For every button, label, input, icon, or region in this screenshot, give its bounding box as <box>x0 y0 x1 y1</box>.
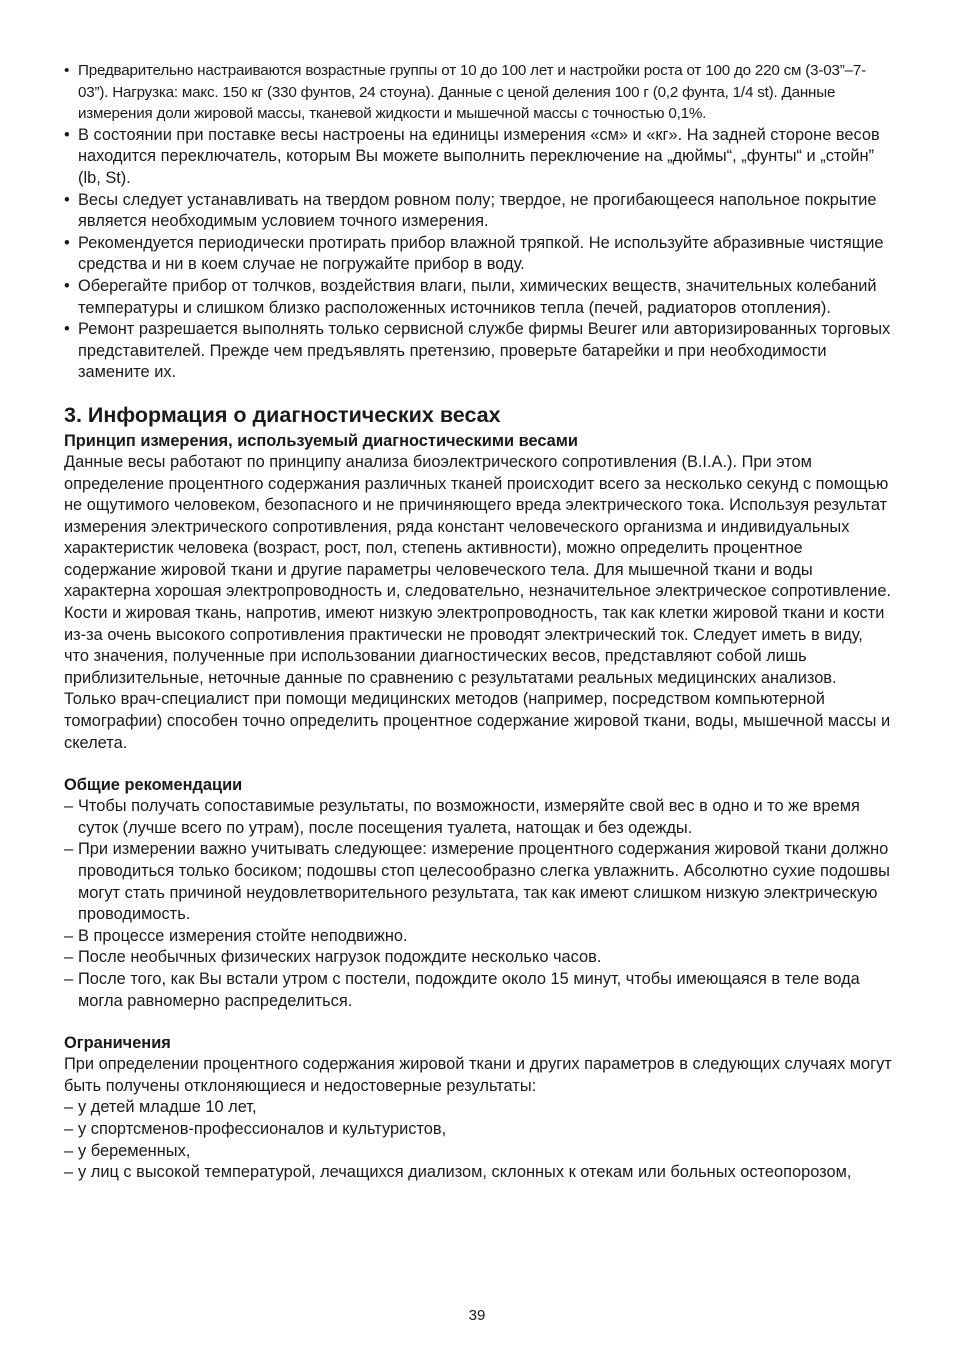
list-item-text: у детей младше 10 лет, <box>78 1098 257 1117</box>
bullet-item-cleaning <box>64 233 892 276</box>
list-item-text: у беременных, <box>78 1141 191 1160</box>
limitations-list <box>64 1097 892 1183</box>
bullet-item-protection <box>64 276 892 319</box>
bullet-marker: • <box>64 125 70 144</box>
dash-marker: – <box>64 1163 74 1182</box>
dash-marker: – <box>64 1141 74 1160</box>
document-page <box>64 60 892 1184</box>
bullet-marker: • <box>64 62 70 79</box>
list-item <box>64 839 892 925</box>
list-item <box>64 926 892 948</box>
list-item-text: Чтобы получать сопоставимые результаты, по возможности, измеряйте свой вес в одно и то же время суток (лучше всего по утрам), после посещения туалета, натощак и без одежды. <box>78 797 860 837</box>
limitations-heading: Ограничения <box>64 1034 171 1053</box>
dash-marker: – <box>64 1119 74 1138</box>
bullet-item-units <box>64 125 892 190</box>
dash-marker: – <box>64 1098 74 1117</box>
limitations-intro: При определении процентного содержания жировой ткани и других параметров в следующих случаях могут быть получены отклоняющиеся и недостоверные результаты: <box>64 1055 892 1095</box>
dash-marker: – <box>64 926 74 945</box>
bullet-marker: • <box>64 276 70 295</box>
bullet-marker: • <box>64 233 70 252</box>
bullet-text: Ремонт разрешается выполнять только сервисной службе фирмы Beurer или авторизированных торговых представителей. Прежде чем предъявлять претензию, проверьте батарейки и при необходимости замените их. <box>78 320 891 382</box>
bullet-marker: • <box>64 190 70 209</box>
bullet-marker: • <box>64 320 70 339</box>
bullet-text: Оберегайте прибор от толчков, воздействия влаги, пыли, химических веществ, значительных колебаний температуры и слишком близко расположенных источников тепла (печей, радиаторов отопления). <box>78 276 877 317</box>
list-item <box>64 1162 892 1184</box>
list-item <box>64 1119 892 1141</box>
bullet-text: Рекомендуется периодически протирать прибор влажной тряпкой. Не используйте абразивные чистящие средства и ни в коем случае не погружайте прибор в воду. <box>78 233 884 274</box>
bullet-text: Предварительно настраиваются возрастные группы от 10 до 100 лет и настройки роста от 100 до 220 см (3-03”–7-03”). Нагрузка: макс. 150 кг (330 фунтов, 24 стоуна). Данные с ценой деления 100 г (0,2 фунта, 1/4 st). Данные измерения доли жировой массы, тканевой жидкости и мышечной массы с точностью 0,1%. <box>78 62 866 123</box>
list-item-text: у спортсменов-профессионалов и культуристов, <box>78 1119 447 1138</box>
list-item-text: у лиц с высокой температурой, лечащихся диализом, склонных к отекам или больных остеопорозом, <box>78 1163 852 1182</box>
section-title: 3. Информация о диагностических весах <box>64 402 501 427</box>
list-item <box>64 969 892 1012</box>
principle-paragraph-1: Данные весы работают по принципу анализа биоэлектрического сопротивления (B.I.A.). При этом определение процентного содержания различных тканей происходит всего за несколько секунд с помощью не ощутимого человеком, безопасного и не причиняющего вреда электрического тока. Используя результат измерения электрического сопротивления, ряда констант человеческого организма и индивидуальных характеристик человека (возраст, рост, пол, степень активности), можно определить процентное содержание жировой ткани и другие параметры человеческого тела. Для мышечной ткани и воды характерна хорошая электропроводность и, следовательно, незначительное электрическое сопротивление. <box>64 452 891 601</box>
list-item-text: После необычных физических нагрузок подождите несколько часов. <box>78 948 602 967</box>
intro-bullet-list <box>64 60 892 384</box>
list-item-text: После того, как Вы встали утром с постели, подождите около 15 минут, чтобы имеющаяся в теле вода могла равномерно распределиться. <box>78 969 860 1010</box>
list-item-text: В процессе измерения стойте неподвижно. <box>78 926 408 945</box>
recommendations-list <box>64 796 892 1012</box>
bullet-item-specs <box>64 60 892 125</box>
list-item <box>64 1097 892 1119</box>
bullet-text: В состоянии при поставке весы настроены на единицы измерения «см» и «кг». На задней стороне весов находится переключатель, которым Вы можете выполнить переключение на „дюймы“, „фунты“ и „стойн” (lb, St). <box>78 125 880 187</box>
principle-paragraph-2: Кости и жировая ткань, напротив, имеют низкую электропроводность, так как клетки жировой ткани и кости из-за очень высокого сопротивления практически не проводят электрический ток. Следует иметь в виду, что значения, полученные при использовании диагностических весов, представляют собой лишь приблизительные, неточные данные по сравнению с результатами реальных медицинских анализов. Только врач-специалист при помощи медицинских методов (например, посредством компьютерной томографии) способен точно определить процентное содержание жировой ткани, воды, мышечной массы и скелета. <box>64 604 891 752</box>
dash-marker: – <box>64 797 74 816</box>
bullet-item-floor <box>64 190 892 233</box>
list-item <box>64 796 892 839</box>
page-number: 39 <box>468 1307 486 1324</box>
dash-marker: – <box>64 969 74 988</box>
bullet-text: Весы следует устанавливать на твердом ровном полу; твердое, не прогибающееся напольное покрытие является необходимым условием точного измерения. <box>78 190 877 231</box>
recommendations-heading: Общие рекомендации <box>64 776 243 795</box>
bullet-item-repair <box>64 319 892 384</box>
dash-marker: – <box>64 840 74 859</box>
list-item <box>64 1141 892 1163</box>
principle-heading: Принцип измерения, используемый диагностическими весами <box>64 431 578 450</box>
list-item <box>64 947 892 969</box>
dash-marker: – <box>64 948 74 967</box>
list-item-text: При измерении важно учитывать следующее: измерение процентного содержания жировой ткани должно проводиться только босиком; подошвы стоп целесообразно слегка увлажнить. Абсолютно сухие подошвы могут стать причиной неудовлетворительного результата, так как имеют слишком низкую электрическую проводимость. <box>78 840 890 924</box>
